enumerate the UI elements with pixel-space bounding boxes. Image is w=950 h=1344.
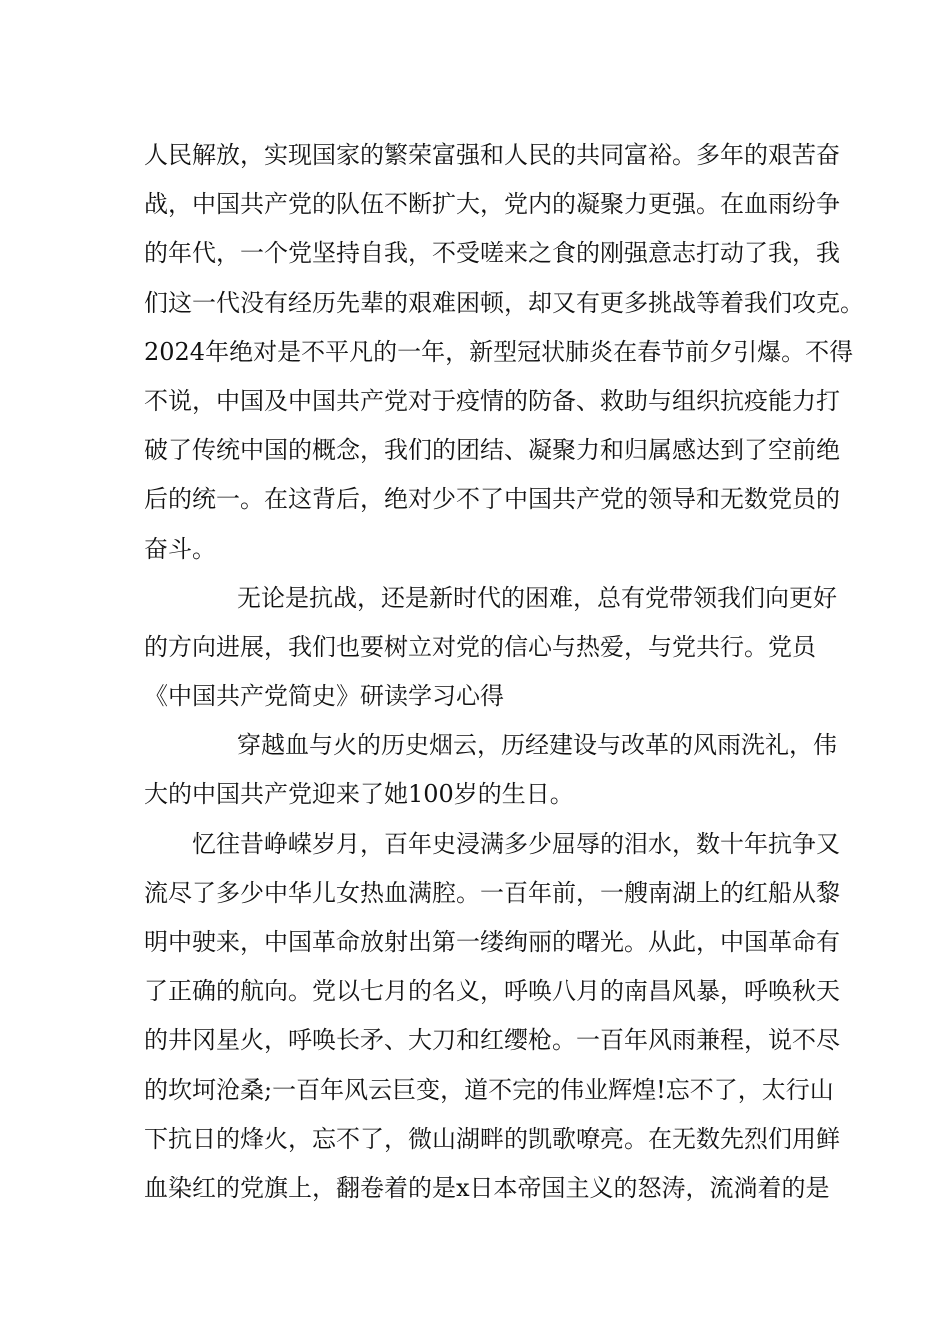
text-line: 奋斗。	[144, 534, 216, 563]
text-line: 的坎坷沧桑;一百年风云巨变，道不完的伟业辉煌!忘不了，太行山	[144, 1075, 834, 1104]
text-line: 下抗日的烽火，忘不了，微山湖畔的凯歌嘹亮。在无数先烈们用鲜	[144, 1124, 840, 1153]
text-line: 人民解放，实现国家的繁荣富强和人民的共同富裕。多年的艰苦奋	[144, 141, 840, 169]
text-line: 的年代，一个党坚持自我，不受嗟来之食的刚强意志打动了我，我	[144, 239, 840, 268]
text-line: 流尽了多少中华儿女热血满腔。一百年前，一艘南湖上的红船从黎	[144, 878, 840, 907]
text-line: 们这一代没有经历先辈的艰难困顿，却又有更多挑战等着我们攻克。	[144, 288, 864, 317]
text-line: 血染红的党旗上，翻卷着的是x日本帝国主义的怒涛，流淌着的是	[144, 1173, 830, 1202]
text-line: 的方向进展，我们也要树立对党的信心与热爱，与党共行。党员	[144, 632, 816, 661]
text-line: 不说，中国及中国共产党对于疫情的防备、救助与组织抗疫能力打	[144, 386, 840, 415]
text-line: 穿越血与火的历史烟云，历经建设与改革的风雨洗礼，伟	[237, 731, 837, 760]
text-line: 了正确的航向。党以七月的名义，呼唤八月的南昌风暴，呼唤秋天	[144, 977, 840, 1006]
text-line: 无论是抗战，还是新时代的困难，总有党带领我们向更好	[237, 583, 837, 612]
text-line: 《中国共产党简史》研读学习心得	[144, 682, 504, 711]
text-line: 大的中国共产党迎来了她100岁的生日。	[144, 780, 574, 809]
text-line: 2024年绝对是不平凡的一年，新型冠状肺炎在春节前夕引爆。不得	[144, 337, 854, 366]
text-line: 战，中国共产党的队伍不断扩大，党内的凝聚力更强。在血雨纷争	[144, 190, 840, 219]
document-body	[144, 131, 864, 1213]
text-line: 后的统一。在这背后，绝对少不了中国共产党的领导和无数党员的	[144, 485, 840, 514]
text-line: 明中驶来，中国革命放射出第一缕绚丽的曙光。从此，中国革命有	[144, 928, 840, 956]
text-line: 忆往昔峥嵘岁月，百年史浸满多少屈辱的泪水，数十年抗争又	[192, 829, 840, 858]
text-line: 的井冈星火，呼唤长矛、大刀和红缨枪。一百年风雨兼程，说不尽	[144, 1026, 840, 1055]
text-line: 破了传统中国的概念，我们的团结、凝聚力和归属感达到了空前绝	[144, 436, 840, 465]
